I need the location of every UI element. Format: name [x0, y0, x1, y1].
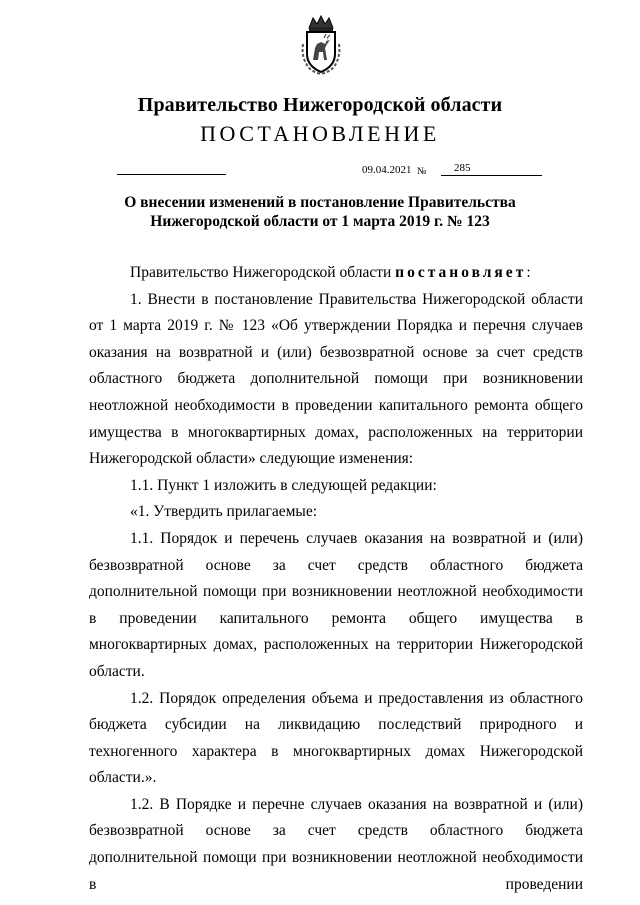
document-type: ПОСТАНОВЛЕНИЕ: [200, 121, 440, 146]
document-number: 285: [454, 162, 471, 174]
paragraph-quote-1: «1. Утвердить прилагаемые:: [130, 503, 318, 521]
subject-line-1: О внесении изменений в постановление Правительства: [124, 194, 516, 211]
document-date: 09.04.2021: [362, 164, 412, 176]
paragraph-quote-1-2: 1.2. Порядок определения объема и предоставления из областного бюджета субсидии на ликвидацию последствий природного и техногенного характера в многоквартирных домах Нижегородской области.».: [89, 689, 583, 787]
date-blank-line: [117, 174, 226, 175]
number-sign: №: [417, 166, 427, 177]
paragraph-1-1: 1.1. Пункт 1 изложить в следующей редакции:: [130, 476, 437, 494]
intro-keyword: постановляет: [395, 264, 527, 281]
government-title: Правительство Нижегородской области: [137, 94, 503, 116]
document-number-field: [441, 162, 542, 176]
intro-prefix: Правительство Нижегородской области: [130, 264, 396, 281]
paragraph-1-2: 1.2. В Порядке и перечне случаев оказания на возвратной и (или) безвозвратной основе за счет средств областного бюджета дополнительной помощи при возникновении неотложной необходимости в проведении: [89, 795, 583, 893]
coat-of-arms-icon: [299, 14, 343, 78]
subject-line-2: Нижегородской области от 1 марта 2019 г. № 123: [150, 213, 490, 230]
intro-paragraph: [89, 260, 583, 287]
intro-suffix: :: [526, 264, 531, 281]
document-subject: [0, 193, 640, 231]
paragraph-quote-1-1: 1.1. Порядок и перечень случаев оказания на возвратной и (или) безвозвратной основе за счет средств областного бюджета дополнительной помощи при возникновении неотложной необходимости в проведении капитального ремонта общего имущества в многоквартирных домах, расположенных на территории Нижегородской области.: [89, 529, 583, 680]
paragraph-1: 1. Внести в постановление Правительства Нижегородской области от 1 марта 2019 г. № 123 «Об утверждении Порядка и перечня случаев оказания на возвратной и (или) безвозвратной основе за счет средств областного бюджета дополнительной помощи при возникновении неотложной необходимости в проведении капитального ремонта общего имущества в многоквартирных домах, расположенных на территории Нижегородской области» следующие изменения:: [89, 290, 583, 468]
document-body: [89, 260, 583, 898]
